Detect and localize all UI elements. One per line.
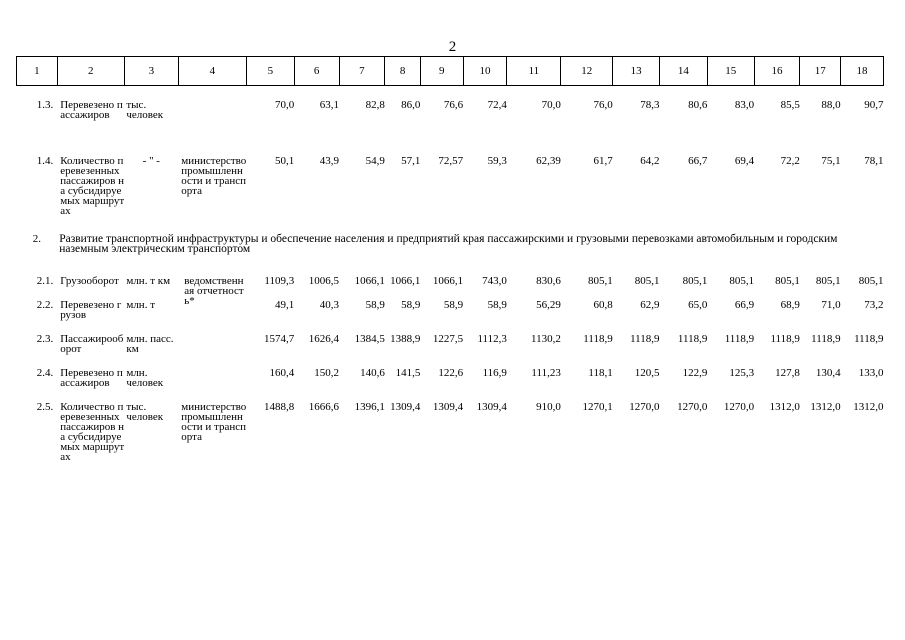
unit-cell: - " - — [142, 155, 160, 167]
page-number: 2 — [448, 39, 457, 55]
value-cell: 1666,6 — [308, 401, 340, 413]
value-cell: 58,9 — [365, 299, 385, 311]
value-cell: 70,0 — [275, 99, 295, 111]
value-cell: 66,7 — [688, 155, 708, 167]
value-cell: 83,0 — [734, 99, 755, 111]
value-cell: 111,23 — [531, 367, 561, 379]
header-cell: 10 — [463, 57, 507, 86]
value-cell: 122,9 — [682, 367, 708, 379]
header-cell: 11 — [507, 57, 561, 86]
value-cell: 1312,0 — [769, 401, 800, 413]
value-cell: 160,4 — [269, 367, 295, 379]
value-cell: 86,0 — [401, 99, 421, 111]
row-number: 2.4. — [36, 367, 54, 379]
value-cell: 1066,1 — [390, 275, 421, 287]
header-cell: 9 — [420, 57, 463, 86]
section-number: 2. — [32, 233, 41, 245]
value-cell: 1112,3 — [477, 333, 507, 345]
table-row — [17, 156, 884, 216]
value-cell: 1626,4 — [308, 333, 340, 345]
table-row — [17, 402, 884, 462]
table-row — [17, 100, 884, 144]
value-cell: 66,9 — [734, 299, 755, 311]
value-cell: 122,6 — [438, 367, 464, 379]
row-spacer — [17, 388, 884, 402]
value-cell: 743,0 — [482, 275, 507, 287]
indicators-table — [16, 56, 884, 462]
value-cell: 133,0 — [858, 367, 884, 379]
value-cell: 62,39 — [536, 155, 561, 167]
source-cell: министерство промышленности и транспорта — [181, 401, 247, 443]
row-number: 1.4. — [36, 155, 54, 167]
value-cell: 40,3 — [319, 299, 340, 311]
value-cell: 140,6 — [360, 367, 385, 379]
value-cell: 1130,2 — [530, 333, 561, 345]
value-cell: 65,0 — [688, 299, 708, 311]
row-number: 2.3. — [36, 333, 54, 345]
value-cell: 56,29 — [536, 299, 561, 311]
section-row — [17, 234, 884, 254]
source-text: ведомственная отчетность* — [184, 275, 244, 307]
header-cell: 5 — [246, 57, 294, 86]
indicator-name: Грузооборот — [60, 275, 119, 287]
value-cell: 1312,0 — [810, 401, 841, 413]
value-cell: 1309,4 — [476, 401, 507, 413]
value-cell: 59,3 — [487, 155, 507, 167]
value-cell: 54,9 — [365, 155, 385, 167]
row-spacer — [17, 86, 884, 101]
value-cell: 805,1 — [729, 275, 755, 287]
value-cell: 63,1 — [319, 99, 340, 111]
value-cell: 58,9 — [401, 299, 421, 311]
row-number: 2.5. — [36, 401, 54, 413]
row-spacer — [17, 216, 884, 234]
indicator-name: Пассажирооборот — [60, 333, 124, 355]
value-cell: 85,5 — [780, 99, 800, 111]
value-cell: 1066,1 — [432, 275, 464, 287]
header-cell: 8 — [385, 57, 421, 86]
value-cell: 61,7 — [593, 155, 613, 167]
value-cell: 72,4 — [487, 99, 507, 111]
value-cell: 120,5 — [634, 367, 660, 379]
header-cell: 13 — [613, 57, 660, 86]
value-cell: 1309,4 — [432, 401, 464, 413]
row-spacer — [17, 254, 884, 276]
indicator-name: Перевезено пассажиров — [60, 99, 123, 121]
value-cell: 805,1 — [682, 275, 708, 287]
value-cell: 1574,7 — [264, 333, 295, 345]
indicator-name: Перевезено пассажиров — [60, 367, 123, 389]
value-cell: 64,2 — [640, 155, 660, 167]
value-cell: 1118,9 — [583, 333, 613, 345]
row-number: 1.3. — [36, 99, 54, 111]
header-cell: 16 — [754, 57, 800, 86]
header-cell: 3 — [124, 57, 178, 86]
value-cell: 910,0 — [536, 401, 561, 413]
value-cell: 1109,3 — [264, 275, 295, 287]
value-cell: 1309,4 — [390, 401, 421, 413]
value-cell: 78,1 — [864, 155, 884, 167]
value-cell: 73,2 — [864, 299, 884, 311]
value-cell: 1270,0 — [677, 401, 708, 413]
table-row — [17, 368, 884, 388]
header-cell: 6 — [294, 57, 339, 86]
value-cell: 1118,9 — [854, 333, 884, 345]
value-cell: 805,1 — [634, 275, 660, 287]
value-cell: 116,9 — [482, 367, 507, 379]
source-cell — [178, 368, 246, 388]
source-cell — [178, 100, 246, 144]
value-cell: 72,57 — [438, 155, 464, 167]
unit-cell: млн. пасс. км — [126, 333, 174, 355]
value-cell: 1118,9 — [677, 333, 708, 345]
value-cell: 805,1 — [858, 275, 884, 287]
indicator-name: Перевезено грузов — [60, 299, 122, 321]
value-cell: 805,1 — [587, 275, 613, 287]
value-cell: 76,0 — [593, 99, 613, 111]
unit-cell: тыс. человек — [126, 99, 164, 121]
value-cell: 90,7 — [864, 99, 884, 111]
value-cell: 1118,9 — [770, 333, 800, 345]
header-cell: 7 — [339, 57, 385, 86]
value-cell: 88,0 — [821, 99, 841, 111]
value-cell: 1006,5 — [308, 275, 340, 287]
value-cell: 1312,0 — [853, 401, 884, 413]
value-cell: 1118,9 — [724, 333, 755, 345]
value-cell: 1488,8 — [264, 401, 295, 413]
unit-cell: тыс. человек — [126, 401, 164, 423]
value-cell: 1396,1 — [354, 401, 385, 413]
indicator-name: Количество перевезенных пассажиров на субсидируемых маршрутах — [60, 155, 125, 217]
value-cell: 57,1 — [401, 155, 421, 167]
value-cell: 1227,5 — [432, 333, 464, 345]
header-cell: 15 — [707, 57, 754, 86]
header-cell: 4 — [178, 57, 246, 86]
header-cell: 14 — [660, 57, 708, 86]
value-cell: 69,4 — [734, 155, 755, 167]
value-cell: 805,1 — [775, 275, 800, 287]
header-cell: 12 — [561, 57, 613, 86]
row-spacer — [17, 320, 884, 334]
value-cell: 80,6 — [688, 99, 708, 111]
indicator-name: Количество перевезенных пассажиров на субсидируемых маршрутах — [60, 401, 125, 463]
table-row — [17, 276, 884, 296]
table-row — [17, 334, 884, 354]
header-row — [17, 57, 884, 86]
value-cell: 58,9 — [443, 299, 464, 311]
value-cell: 62,9 — [640, 299, 660, 311]
value-cell: 49,1 — [275, 299, 295, 311]
header-cell: 2 — [57, 57, 124, 86]
row-number: 2.1. — [36, 275, 54, 287]
value-cell: 118,1 — [588, 367, 613, 379]
value-cell: 150,2 — [314, 367, 340, 379]
value-cell: 71,0 — [821, 299, 841, 311]
source-cell — [178, 275, 246, 307]
value-cell: 805,1 — [815, 275, 841, 287]
value-cell: 70,0 — [541, 99, 561, 111]
table-row — [17, 300, 884, 320]
unit-cell: млн. т — [126, 299, 156, 311]
value-cell: 130,4 — [815, 367, 841, 379]
value-cell: 1270,0 — [723, 401, 755, 413]
value-cell: 1118,9 — [811, 333, 841, 345]
value-cell: 1066,1 — [354, 275, 385, 287]
value-cell: 68,9 — [780, 299, 800, 311]
row-number: 2.2. — [36, 299, 54, 311]
value-cell: 127,8 — [775, 367, 800, 379]
header-cell: 18 — [841, 57, 884, 86]
value-cell: 50,1 — [275, 155, 295, 167]
value-cell: 125,3 — [729, 367, 755, 379]
value-cell: 60,8 — [593, 299, 613, 311]
source-cell: министерство промышленности и транспорта — [181, 155, 247, 197]
unit-cell: млн. т км — [126, 275, 171, 287]
header-cell: 1 — [17, 57, 58, 86]
row-spacer — [17, 354, 884, 368]
value-cell: 82,8 — [365, 99, 385, 111]
value-cell: 78,3 — [640, 99, 660, 111]
value-cell: 1388,9 — [390, 333, 421, 345]
value-cell: 75,1 — [821, 155, 841, 167]
header-cell: 17 — [800, 57, 841, 86]
value-cell: 141,5 — [395, 367, 421, 379]
value-cell: 76,6 — [443, 99, 464, 111]
value-cell: 1270,1 — [582, 401, 613, 413]
section-title: Развитие транспортной инфраструктуры и обеспечение населения и предприятий края пассажирскими и грузовыми перевозками автомобильным и городским наземным электрическим транспортом — [59, 233, 838, 255]
value-cell: 1270,0 — [629, 401, 660, 413]
value-cell: 58,9 — [487, 299, 507, 311]
value-cell: 1384,5 — [354, 333, 385, 345]
value-cell: 43,9 — [319, 155, 340, 167]
source-cell — [178, 334, 246, 354]
value-cell: 72,2 — [780, 155, 800, 167]
value-cell: 830,6 — [536, 275, 561, 287]
unit-cell: млн. человек — [126, 367, 164, 389]
value-cell: 1118,9 — [630, 333, 660, 345]
